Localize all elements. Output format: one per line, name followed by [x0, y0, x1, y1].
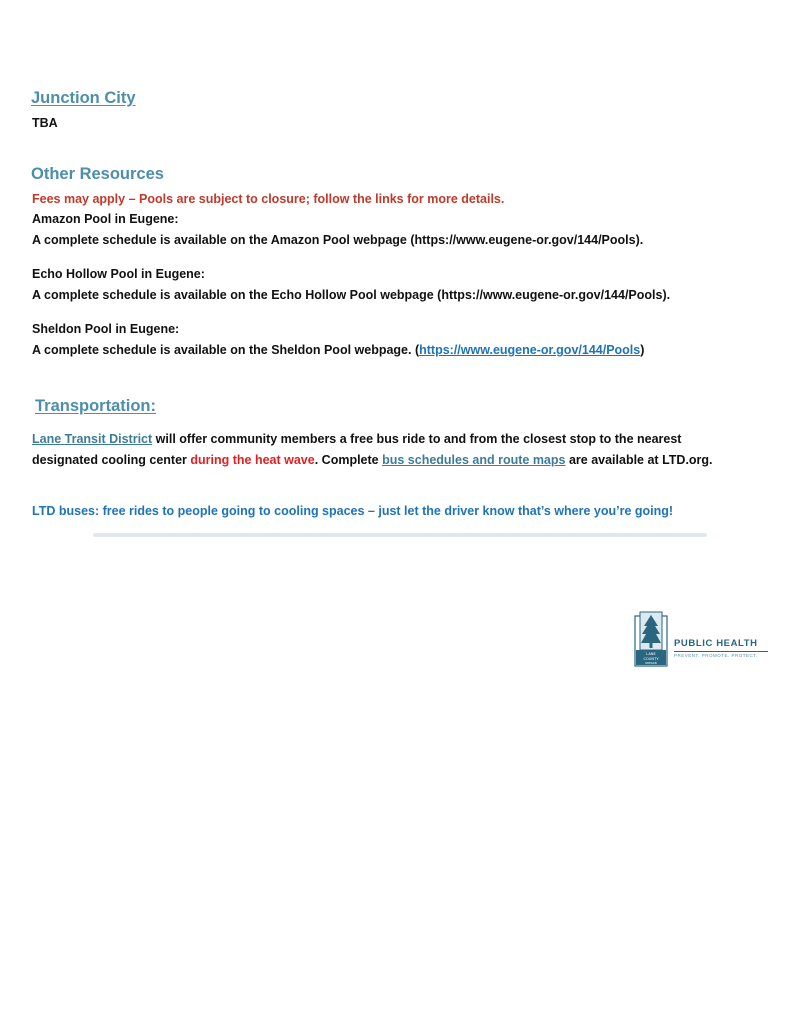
- sheldon-schedule-suffix: ): [640, 343, 645, 357]
- sheldon-pool-schedule: [32, 342, 644, 358]
- logo-underline: [674, 651, 768, 652]
- junction-city-heading: Junction City: [31, 89, 136, 107]
- transportation-text-3: . Complete: [314, 453, 383, 467]
- lane-county-badge-icon: [634, 610, 668, 668]
- transportation-text-2: designated cooling center: [32, 453, 191, 467]
- public-health-title: PUBLIC HEALTH: [674, 638, 758, 649]
- bus-schedules-link[interactable]: bus schedules and route maps: [382, 453, 566, 467]
- badge-text-lane: LANE: [646, 652, 656, 656]
- fees-warning: Fees may apply – Pools are subject to closure; follow the links for more details.: [32, 192, 505, 206]
- junction-city-status: TBA: [32, 116, 58, 130]
- transportation-heading: Transportation:: [35, 397, 157, 415]
- transportation-text-1: will offer community members a free bus ride to and from the closest stop to the nearest: [152, 432, 682, 446]
- badge-text-county: COUNTY: [643, 657, 659, 661]
- echo-hollow-pool-schedule: A complete schedule is available on the Echo Hollow Pool webpage (https://www.eugene-or.gov/144/Pools).: [32, 288, 671, 302]
- amazon-pool-schedule: A complete schedule is available on the Amazon Pool webpage (https://www.eugene-or.gov/144/Pools).: [32, 233, 644, 247]
- transportation-line-1: [32, 431, 681, 447]
- pools-link[interactable]: https://www.eugene-or.gov/144/Pools: [419, 343, 641, 357]
- other-resources-heading: Other Resources: [31, 165, 164, 183]
- amazon-pool-name: Amazon Pool in Eugene:: [32, 212, 179, 226]
- heat-wave-highlight: during the heat wave: [190, 453, 315, 467]
- echo-hollow-pool-name: Echo Hollow Pool in Eugene:: [32, 267, 205, 281]
- sheldon-pool-name: Sheldon Pool in Eugene:: [32, 322, 180, 336]
- section-divider: [93, 533, 707, 537]
- badge-text-oregon: OREGON: [645, 662, 657, 665]
- ltd-buses-tagline: LTD buses: free rides to people going to cooling spaces – just let the driver know that’s where you’re going!: [32, 504, 674, 518]
- transportation-text-4: are available at LTD.org.: [565, 453, 713, 467]
- sheldon-schedule-prefix: A complete schedule is available on the Sheldon Pool webpage. (: [32, 343, 420, 357]
- lane-county-public-health-logo: [634, 610, 770, 668]
- transportation-line-2: [32, 452, 713, 468]
- public-health-tagline: PREVENT. PROMOTE. PROTECT.: [674, 653, 758, 658]
- lane-transit-district-link[interactable]: Lane Transit District: [32, 432, 153, 446]
